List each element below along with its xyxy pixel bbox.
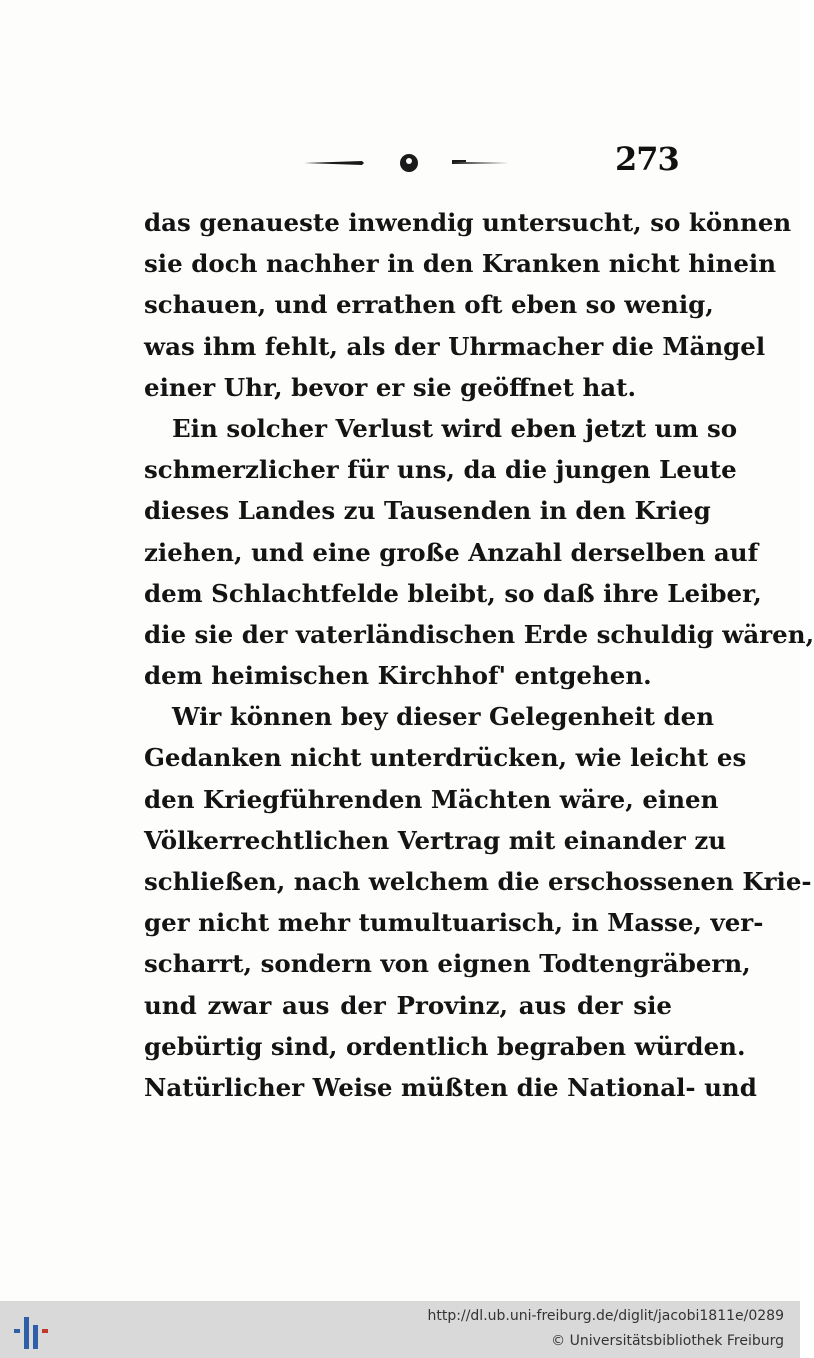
text-line: und zwar aus der Provinz, aus der sie <box>144 990 672 1020</box>
text-line: die sie der vaterländischen Erde schuldig wären, <box>144 619 814 649</box>
text-line: sie doch nachher in den Kranken nicht hinein <box>144 249 777 279</box>
page-number: 273 <box>615 140 679 178</box>
text-line: scharrt, sondern von eignen Todtengräbern, <box>144 949 751 979</box>
text-line: das genaueste inwendig untersucht, so können <box>144 208 792 237</box>
text-line: Gedanken nicht unterdrücken, wie leicht es <box>144 743 747 773</box>
text-line: Natürlicher Weise müßten die National- und <box>144 1072 757 1102</box>
text-line: schauen, und errathen oft eben so wenig, <box>144 290 714 320</box>
ornament-rule-icon <box>300 148 520 178</box>
text-line: gebürtig sind, ordentlich begraben würden. <box>144 1031 746 1061</box>
permalink-url[interactable]: http://dl.ub.uni-freiburg.de/diglit/jacobi1811e/0289 <box>427 1308 784 1324</box>
ub-freiburg-logo-icon[interactable] <box>10 1309 54 1353</box>
text-line: dieses Landes zu Tausenden in den Krieg <box>144 496 711 526</box>
copyright-notice: © Universitätsbibliothek Freiburg <box>551 1333 784 1349</box>
text-line: einer Uhr, bevor er sie geöffnet hat. <box>144 372 637 402</box>
text-line: schließen, nach welchem die erschossenen Krie- <box>144 867 812 896</box>
text-line: den Kriegführenden Mächten wäre, einen <box>144 784 719 814</box>
text-line: ziehen, und eine große Anzahl derselben auf <box>144 537 759 567</box>
text-line: Völkerrechtlichen Vertrag mit einander zu <box>144 825 727 855</box>
text-line: dem Schlachtfelde bleibt, so daß ihre Leiber, <box>144 578 762 608</box>
text-line: dem heimischen Kirchhof' entgehen. <box>144 661 652 691</box>
text-line: schmerzlicher für uns, da die jungen Leute <box>144 455 737 485</box>
footer-bar <box>0 1301 800 1358</box>
paragraph-start-line: Wir können bey dieser Gelegenheit den <box>172 702 715 732</box>
paragraph-start-line: Ein solcher Verlust wird eben jetzt um so <box>172 413 738 443</box>
text-line: ger nicht mehr tumultuarisch, in Masse, ver- <box>144 908 764 938</box>
text-line: was ihm fehlt, als der Uhrmacher die Mängel <box>144 331 766 361</box>
page-text <box>144 202 814 1108</box>
